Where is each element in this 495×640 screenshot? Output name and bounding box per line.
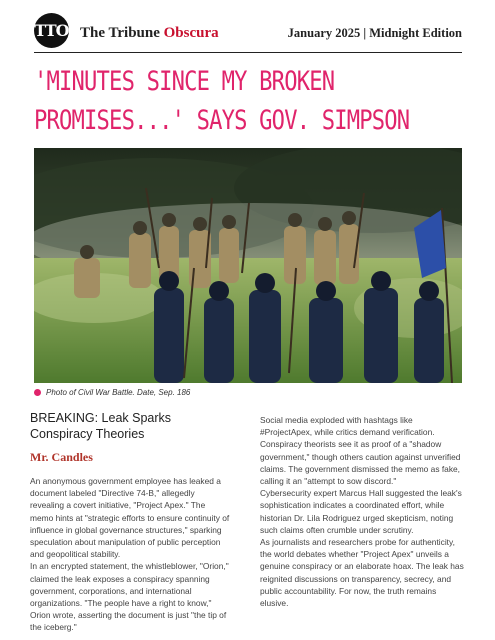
masthead (34, 12, 462, 53)
brand-name-main: The Tribune (80, 25, 160, 41)
photo-caption (34, 388, 190, 397)
right-paragraph-2: Cybersecurity expert Marcus Hall suggested the leak's sophistication indicates a coordinated effort, while historian Dr. Lila Rodriguez urged skepticism, noting such claims often crumble under scrutiny. (260, 488, 462, 535)
left-paragraph-2: In an encrypted statement, the whistleblower, "Orion," claimed the leak exposes a conspiracy spanning government, corporations, and international organizations. "The people have a right to know," Orion wrote, asserting the document is just "the tip of the iceberg." (30, 561, 229, 633)
battle-photo (34, 148, 462, 383)
headline-line-2: PROMISES...' SAYS GOV. SIMPSON (34, 105, 410, 136)
tribune-logo: TTO (34, 13, 69, 48)
right-paragraph-3: As journalists and researchers probe for authenticity, the world debates whether "Project Apex" unveils a genuine conspiracy or an elaborate hoax. The leak has reignited discussions on transparency, secrecy, and public accountability. For now, the truth remains elusive. (260, 537, 464, 609)
caption-bullet-icon (34, 389, 41, 396)
battle-photo-illustration (34, 148, 462, 383)
edition-date: January 2025 | Midnight Edition (287, 26, 462, 40)
author-byline: Mr. Candles (30, 450, 93, 464)
brand-name (80, 25, 219, 42)
article-column-right (260, 414, 465, 609)
article-column-left (30, 410, 230, 634)
brand-name-accent: Obscura (163, 25, 219, 41)
left-paragraph-1: An anonymous government employee has leaked a document labeled "Directive 74-B," allegedly revealing a covert initiative, "Project Apex." The memo hints at "strategic efforts to ensure continuity of influence in global governance structures," sparking speculation about manipulation of public perception and geopolitical stability. (30, 476, 230, 560)
photo-caption-text: Photo of Civil War Battle. Date, Sep. 186 (46, 388, 191, 397)
right-paragraph-1: Social media exploded with hashtags like #ProjectApex, while critics demand verification. Conspiracy theorists see it as proof of a "shadow government," though others caution against unverified claims. The government dismissed the memo as fake, calling it an "attempt to sow discord." (260, 415, 461, 487)
headline (34, 62, 410, 140)
breaking-heading: BREAKING: Leak Sparks Conspiracy Theories (30, 411, 172, 441)
headline-line-1: 'MINUTES SINCE MY BROKEN (34, 66, 335, 97)
